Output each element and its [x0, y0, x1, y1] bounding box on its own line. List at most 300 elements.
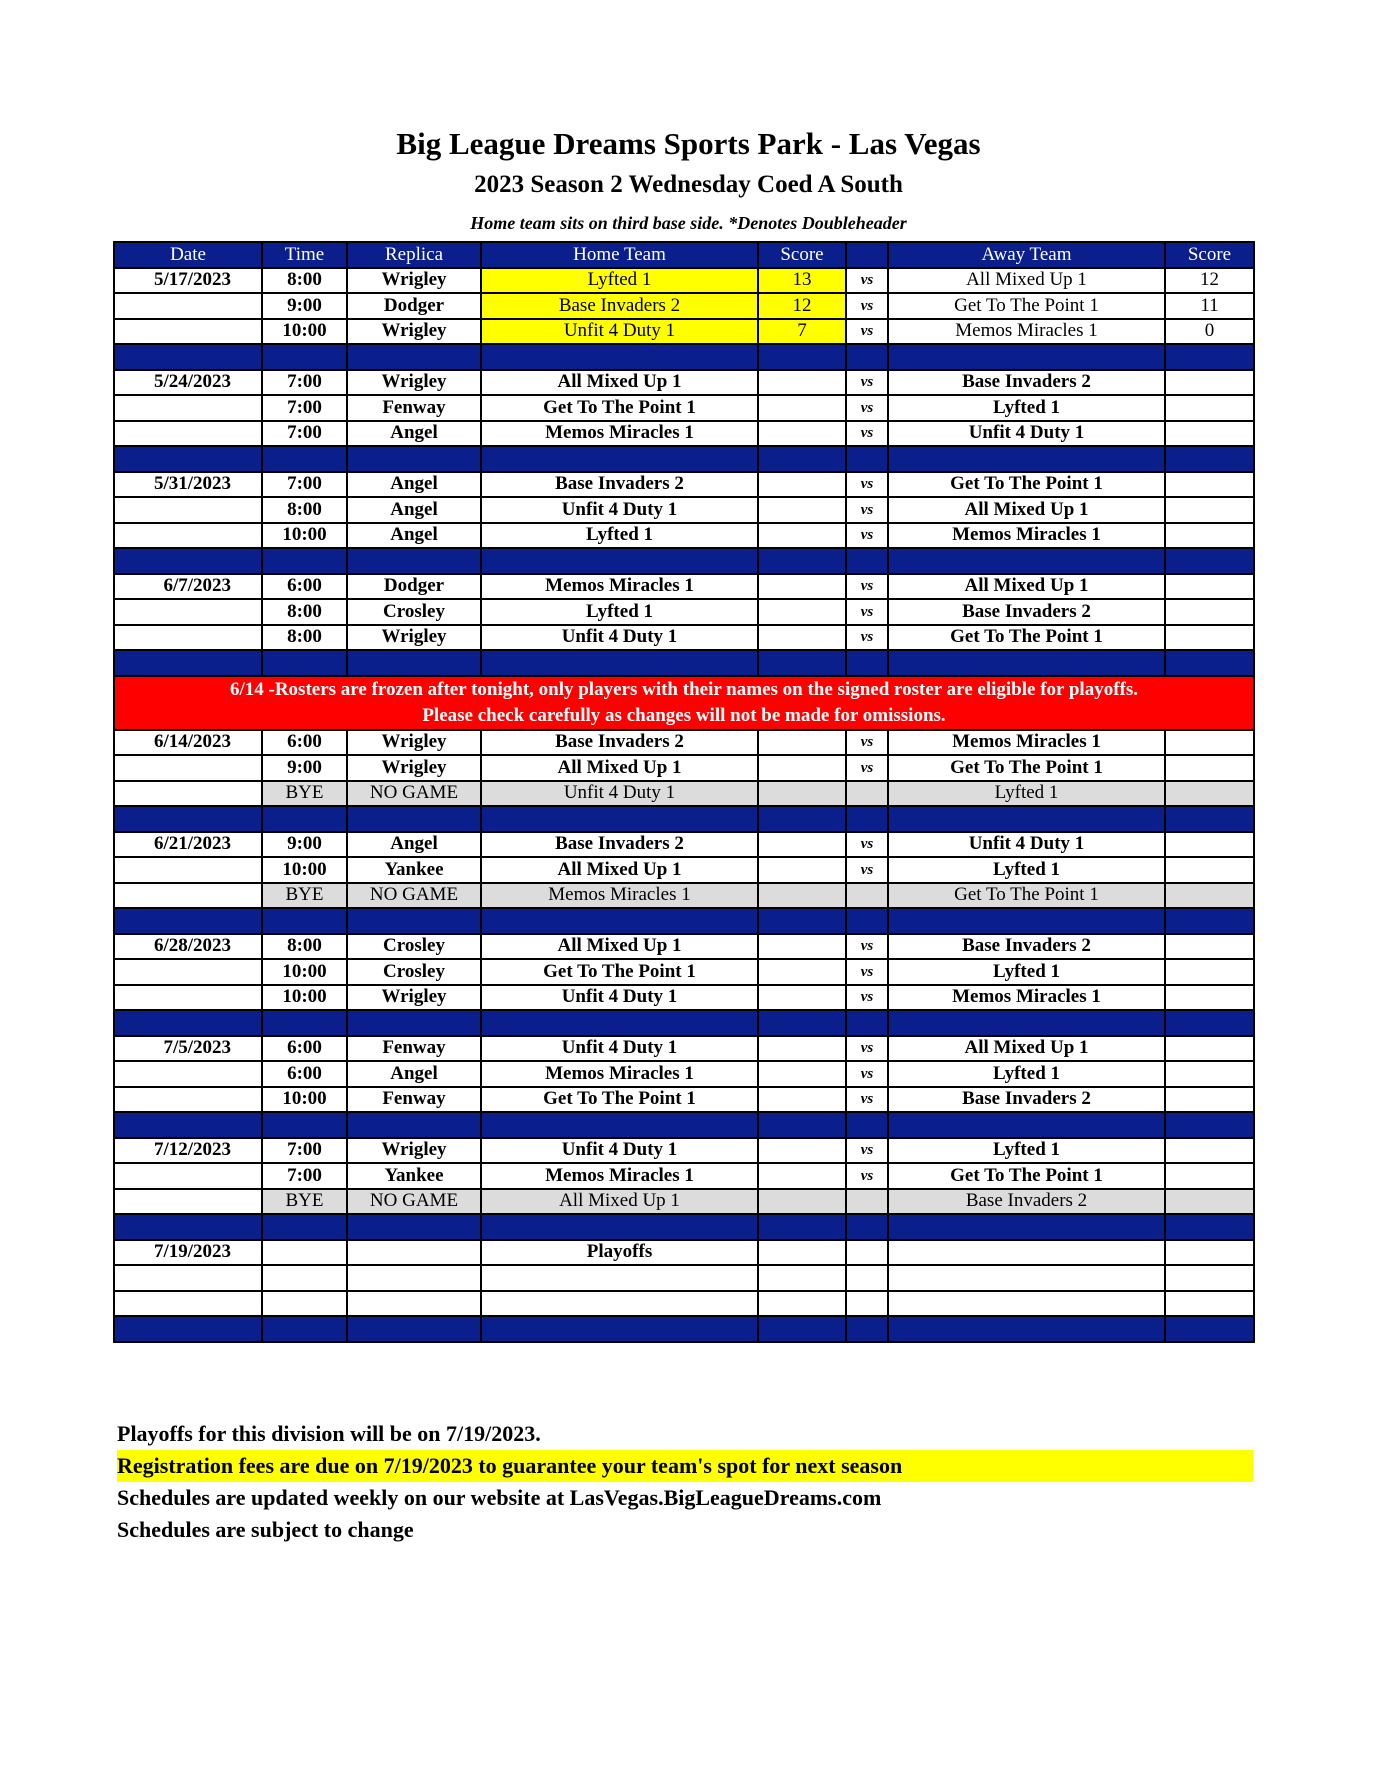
spacer-cell: [846, 1010, 888, 1036]
vs-cell: vs: [846, 985, 888, 1011]
spacer-row: [114, 1112, 1254, 1138]
bye-row: [114, 883, 1254, 909]
vs-cell: vs: [846, 421, 888, 447]
away-team-cell: Base Invaders 2: [888, 1087, 1165, 1113]
spacer-row: [114, 548, 1254, 574]
replica-cell: Dodger: [347, 293, 481, 319]
home-team-cell: Get To The Point 1: [481, 1087, 758, 1113]
date-cell: 5/31/2023: [114, 472, 262, 498]
away-score-cell: 11: [1165, 293, 1254, 319]
spacer-cell: [347, 548, 481, 574]
footer-notes: [117, 1418, 1253, 1546]
table-row: [114, 395, 1254, 421]
away-score-cell: [1165, 1163, 1254, 1189]
replica-cell: Angel: [347, 1061, 481, 1087]
home-score-cell: [758, 1087, 846, 1113]
replica-cell: Angel: [347, 472, 481, 498]
spacer-cell: [481, 908, 758, 934]
away-score-cell: [1165, 832, 1254, 858]
home-team-cell: Base Invaders 2: [481, 472, 758, 498]
away-score-cell: [1165, 599, 1254, 625]
table-row: [114, 1291, 1254, 1317]
column-header-replica: Replica: [347, 242, 481, 268]
away-score-cell: [1165, 1265, 1254, 1291]
away-team-cell: Lyfted 1: [888, 1138, 1165, 1164]
replica-cell: Crosley: [347, 599, 481, 625]
home-team-cell: All Mixed Up 1: [481, 1189, 758, 1215]
vs-cell: vs: [846, 1061, 888, 1087]
home-score-cell: [758, 1138, 846, 1164]
spacer-cell: [481, 806, 758, 832]
table-row: [114, 421, 1254, 447]
vs-cell: vs: [846, 730, 888, 756]
spacer-cell: [846, 1316, 888, 1342]
home-team-cell: Lyfted 1: [481, 268, 758, 294]
date-cell: [114, 857, 262, 883]
replica-cell: [347, 1265, 481, 1291]
bye-row: [114, 1189, 1254, 1215]
spacer-cell: [347, 806, 481, 832]
date-cell: [114, 883, 262, 909]
time-cell: 10:00: [262, 959, 347, 985]
vs-cell: [846, 883, 888, 909]
home-score-cell: [758, 730, 846, 756]
away-score-cell: [1165, 1138, 1254, 1164]
spacer-row: [114, 908, 1254, 934]
column-header-away-score: Score: [1165, 242, 1254, 268]
spacer-cell: [262, 1112, 347, 1138]
away-score-cell: [1165, 1240, 1254, 1266]
time-cell: 10:00: [262, 319, 347, 345]
vs-cell: vs: [846, 1163, 888, 1189]
change-note: Schedules are subject to change: [117, 1517, 414, 1542]
spacer-cell: [347, 446, 481, 472]
away-team-cell: Unfit 4 Duty 1: [888, 421, 1165, 447]
spacer-cell: [888, 446, 1165, 472]
away-score-cell: [1165, 883, 1254, 909]
table-row: [114, 857, 1254, 883]
spacer-cell: [114, 908, 262, 934]
home-team-cell: Get To The Point 1: [481, 959, 758, 985]
spacer-row: [114, 806, 1254, 832]
spacer-cell: [888, 1214, 1165, 1240]
replica-cell: Fenway: [347, 1087, 481, 1113]
home-score-cell: [758, 1265, 846, 1291]
table-row: [114, 268, 1254, 294]
spacer-cell: [262, 344, 347, 370]
home-score-cell: [758, 959, 846, 985]
table-row: [114, 523, 1254, 549]
away-team-cell: Memos Miracles 1: [888, 523, 1165, 549]
spacer-cell: [114, 650, 262, 676]
away-team-cell: Get To The Point 1: [888, 755, 1165, 781]
spacer-cell: [347, 344, 481, 370]
home-score-cell: [758, 370, 846, 396]
away-team-cell: Lyfted 1: [888, 781, 1165, 807]
table-row: [114, 472, 1254, 498]
date-cell: [114, 1087, 262, 1113]
home-score-cell: [758, 497, 846, 523]
away-team-cell: Get To The Point 1: [888, 293, 1165, 319]
roster-alert-line: Please check carefully as changes will not be made for omissions.: [422, 704, 946, 726]
spacer-cell: [114, 548, 262, 574]
spacer-cell: [1165, 1214, 1254, 1240]
date-cell: [114, 755, 262, 781]
spacer-cell: [262, 548, 347, 574]
page-subtitle: 2023 Season 2 Wednesday Coed A South: [474, 171, 903, 198]
spacer-cell: [481, 1316, 758, 1342]
away-score-cell: [1165, 523, 1254, 549]
table-header-row: [114, 242, 1254, 268]
time-cell: 6:00: [262, 574, 347, 600]
away-team-cell: Base Invaders 2: [888, 1189, 1165, 1215]
spacer-cell: [846, 650, 888, 676]
spacer-cell: [758, 344, 846, 370]
date-cell: [114, 1189, 262, 1215]
replica-cell: Wrigley: [347, 319, 481, 345]
replica-cell: Wrigley: [347, 730, 481, 756]
away-team-cell: [888, 1291, 1165, 1317]
away-score-cell: [1165, 857, 1254, 883]
time-cell: 7:00: [262, 370, 347, 396]
replica-cell: Crosley: [347, 959, 481, 985]
home-team-cell: Memos Miracles 1: [481, 1061, 758, 1087]
away-team-cell: All Mixed Up 1: [888, 497, 1165, 523]
home-team-cell: Unfit 4 Duty 1: [481, 1036, 758, 1062]
table-row: [114, 370, 1254, 396]
spacer-cell: [481, 446, 758, 472]
time-cell: 7:00: [262, 472, 347, 498]
spacer-cell: [758, 1010, 846, 1036]
away-team-cell: Lyfted 1: [888, 857, 1165, 883]
replica-cell: Fenway: [347, 1036, 481, 1062]
vs-cell: vs: [846, 599, 888, 625]
spacer-cell: [347, 1112, 481, 1138]
home-score-cell: 13: [758, 268, 846, 294]
replica-cell: Wrigley: [347, 625, 481, 651]
spacer-cell: [1165, 548, 1254, 574]
home-team-cell: Unfit 4 Duty 1: [481, 985, 758, 1011]
spacer-cell: [758, 908, 846, 934]
vs-cell: vs: [846, 293, 888, 319]
vs-cell: vs: [846, 625, 888, 651]
home-team-cell: All Mixed Up 1: [481, 857, 758, 883]
spacer-cell: [1165, 1112, 1254, 1138]
home-team-cell: Base Invaders 2: [481, 730, 758, 756]
home-score-cell: 12: [758, 293, 846, 319]
away-score-cell: [1165, 730, 1254, 756]
away-team-cell: Get To The Point 1: [888, 472, 1165, 498]
spacer-cell: [262, 1214, 347, 1240]
spacer-cell: [262, 650, 347, 676]
website-note: Schedules are updated weekly on our website at LasVegas.BigLeagueDreams.com: [117, 1485, 882, 1510]
replica-cell: Crosley: [347, 934, 481, 960]
spacer-cell: [1165, 344, 1254, 370]
away-team-cell: Unfit 4 Duty 1: [888, 832, 1165, 858]
spacer-cell: [114, 446, 262, 472]
time-cell: 7:00: [262, 395, 347, 421]
away-score-cell: 12: [1165, 268, 1254, 294]
spacer-cell: [347, 650, 481, 676]
date-cell: [114, 523, 262, 549]
home-score-cell: [758, 1189, 846, 1215]
vs-cell: vs: [846, 832, 888, 858]
home-score-cell: [758, 1163, 846, 1189]
away-team-cell: All Mixed Up 1: [888, 268, 1165, 294]
date-cell: [114, 1163, 262, 1189]
spacer-cell: [888, 908, 1165, 934]
away-team-cell: Lyfted 1: [888, 1061, 1165, 1087]
schedule-body: [114, 268, 1254, 1342]
roster-alert-line: 6/14 -Rosters are frozen after tonight, only players with their names on the signed roster are eligible for playoffs.: [229, 678, 1139, 700]
table-row: [114, 730, 1254, 756]
date-cell: [114, 781, 262, 807]
spacer-row: [114, 344, 1254, 370]
time-cell: BYE: [262, 781, 347, 807]
away-team-cell: Lyfted 1: [888, 959, 1165, 985]
replica-cell: Yankee: [347, 857, 481, 883]
date-cell: [114, 1061, 262, 1087]
home-team-cell: [481, 1291, 758, 1317]
date-cell: [114, 599, 262, 625]
replica-cell: Angel: [347, 497, 481, 523]
away-score-cell: [1165, 574, 1254, 600]
time-cell: 9:00: [262, 293, 347, 319]
replica-cell: [347, 1240, 481, 1266]
bye-row: [114, 781, 1254, 807]
away-team-cell: Base Invaders 2: [888, 934, 1165, 960]
spacer-cell: [846, 1112, 888, 1138]
date-cell: [114, 625, 262, 651]
date-cell: 5/24/2023: [114, 370, 262, 396]
away-score-cell: [1165, 934, 1254, 960]
vs-cell: vs: [846, 1138, 888, 1164]
roster-alert: [114, 676, 1254, 730]
home-score-cell: [758, 421, 846, 447]
table-row: [114, 755, 1254, 781]
home-team-cell: Unfit 4 Duty 1: [481, 781, 758, 807]
spacer-cell: [1165, 908, 1254, 934]
time-cell: 8:00: [262, 497, 347, 523]
spacer-row: [114, 650, 1254, 676]
spacer-row: [114, 1010, 1254, 1036]
table-row: [114, 574, 1254, 600]
spacer-cell: [114, 1316, 262, 1342]
home-score-cell: [758, 755, 846, 781]
time-cell: 10:00: [262, 857, 347, 883]
home-score-cell: 7: [758, 319, 846, 345]
home-team-cell: Unfit 4 Duty 1: [481, 319, 758, 345]
home-team-cell: Memos Miracles 1: [481, 1163, 758, 1189]
date-cell: [114, 421, 262, 447]
home-score-cell: [758, 934, 846, 960]
schedule-table: [113, 241, 1255, 1343]
spacer-cell: [262, 1010, 347, 1036]
home-team-cell: Lyfted 1: [481, 599, 758, 625]
date-cell: 5/17/2023: [114, 268, 262, 294]
spacer-cell: [481, 1010, 758, 1036]
spacer-cell: [846, 446, 888, 472]
table-row: [114, 1061, 1254, 1087]
table-row: [114, 1138, 1254, 1164]
time-cell: 8:00: [262, 268, 347, 294]
table-row: [114, 599, 1254, 625]
away-score-cell: [1165, 1036, 1254, 1062]
vs-cell: vs: [846, 497, 888, 523]
time-cell: [262, 1240, 347, 1266]
away-team-cell: [888, 1265, 1165, 1291]
spacer-cell: [888, 650, 1165, 676]
spacer-cell: [481, 344, 758, 370]
spacer-cell: [262, 908, 347, 934]
spacer-row: [114, 1316, 1254, 1342]
spacer-cell: [1165, 446, 1254, 472]
away-score-cell: [1165, 421, 1254, 447]
spacer-cell: [1165, 650, 1254, 676]
spacer-cell: [114, 1214, 262, 1240]
table-row: [114, 959, 1254, 985]
away-score-cell: [1165, 1087, 1254, 1113]
away-team-cell: Memos Miracles 1: [888, 730, 1165, 756]
table-row: [114, 497, 1254, 523]
home-score-cell: [758, 523, 846, 549]
home-score-cell: [758, 1291, 846, 1317]
vs-cell: vs: [846, 395, 888, 421]
time-cell: 6:00: [262, 1036, 347, 1062]
home-team-cell: All Mixed Up 1: [481, 934, 758, 960]
spacer-cell: [888, 548, 1165, 574]
spacer-cell: [114, 806, 262, 832]
spacer-cell: [888, 1316, 1165, 1342]
table-row: [114, 985, 1254, 1011]
date-cell: 6/28/2023: [114, 934, 262, 960]
home-score-cell: [758, 395, 846, 421]
replica-cell: Dodger: [347, 574, 481, 600]
replica-cell: Fenway: [347, 395, 481, 421]
spacer-cell: [846, 1214, 888, 1240]
vs-cell: [846, 1265, 888, 1291]
date-cell: 7/12/2023: [114, 1138, 262, 1164]
away-team-cell: All Mixed Up 1: [888, 1036, 1165, 1062]
away-team-cell: All Mixed Up 1: [888, 574, 1165, 600]
date-cell: [114, 1265, 262, 1291]
away-score-cell: 0: [1165, 319, 1254, 345]
spacer-cell: [758, 1112, 846, 1138]
spacer-cell: [114, 1010, 262, 1036]
table-row: [114, 832, 1254, 858]
replica-cell: Wrigley: [347, 755, 481, 781]
home-team-cell: All Mixed Up 1: [481, 755, 758, 781]
date-cell: 6/14/2023: [114, 730, 262, 756]
playoffs-note: Playoffs for this division will be on 7/19/2023.: [117, 1421, 541, 1446]
spacer-cell: [888, 1010, 1165, 1036]
table-row: [114, 1240, 1254, 1266]
spacer-cell: [846, 908, 888, 934]
time-cell: 8:00: [262, 625, 347, 651]
table-row: [114, 934, 1254, 960]
vs-cell: [846, 1240, 888, 1266]
date-cell: 7/19/2023: [114, 1240, 262, 1266]
spacer-cell: [481, 1214, 758, 1240]
replica-cell: Angel: [347, 832, 481, 858]
home-score-cell: [758, 625, 846, 651]
spacer-cell: [758, 1316, 846, 1342]
spacer-cell: [347, 1214, 481, 1240]
away-score-cell: [1165, 497, 1254, 523]
vs-cell: vs: [846, 574, 888, 600]
home-score-cell: [758, 985, 846, 1011]
vs-cell: vs: [846, 268, 888, 294]
away-score-cell: [1165, 959, 1254, 985]
home-score-cell: [758, 883, 846, 909]
home-team-cell: [481, 1265, 758, 1291]
spacer-cell: [1165, 1316, 1254, 1342]
vs-cell: [846, 1189, 888, 1215]
time-cell: 6:00: [262, 1061, 347, 1087]
time-cell: 10:00: [262, 1087, 347, 1113]
spacer-cell: [262, 446, 347, 472]
table-row: [114, 1265, 1254, 1291]
spacer-cell: [888, 344, 1165, 370]
away-team-cell: Get To The Point 1: [888, 1163, 1165, 1189]
spacer-cell: [846, 344, 888, 370]
vs-cell: vs: [846, 472, 888, 498]
time-cell: 6:00: [262, 730, 347, 756]
spacer-row: [114, 1214, 1254, 1240]
vs-cell: vs: [846, 1087, 888, 1113]
spacer-cell: [262, 806, 347, 832]
spacer-cell: [846, 548, 888, 574]
date-cell: [114, 319, 262, 345]
away-team-cell: Get To The Point 1: [888, 625, 1165, 651]
time-cell: 9:00: [262, 832, 347, 858]
date-cell: [114, 985, 262, 1011]
time-cell: 7:00: [262, 421, 347, 447]
time-cell: 7:00: [262, 1163, 347, 1189]
time-cell: BYE: [262, 1189, 347, 1215]
spacer-cell: [758, 446, 846, 472]
spacer-cell: [262, 1316, 347, 1342]
spacer-cell: [758, 548, 846, 574]
date-cell: [114, 1291, 262, 1317]
replica-cell: NO GAME: [347, 883, 481, 909]
home-score-cell: [758, 781, 846, 807]
home-team-cell: Playoffs: [481, 1240, 758, 1266]
date-cell: 6/21/2023: [114, 832, 262, 858]
column-header-home-score: Score: [758, 242, 846, 268]
table-row: [114, 1087, 1254, 1113]
home-score-cell: [758, 472, 846, 498]
home-score-cell: [758, 1240, 846, 1266]
vs-cell: vs: [846, 523, 888, 549]
home-team-cell: Unfit 4 Duty 1: [481, 497, 758, 523]
home-team-cell: Get To The Point 1: [481, 395, 758, 421]
away-score-cell: [1165, 625, 1254, 651]
vs-cell: vs: [846, 857, 888, 883]
table-row: [114, 293, 1254, 319]
away-score-cell: [1165, 1061, 1254, 1087]
date-cell: 6/7/2023: [114, 574, 262, 600]
column-header-time: Time: [262, 242, 347, 268]
replica-cell: Angel: [347, 421, 481, 447]
table-row: [114, 625, 1254, 651]
time-cell: 10:00: [262, 985, 347, 1011]
spacer-cell: [114, 1112, 262, 1138]
home-team-note: Home team sits on third base side. *Denotes Doubleheader: [470, 213, 907, 233]
away-team-cell: Base Invaders 2: [888, 599, 1165, 625]
table-row: [114, 1036, 1254, 1062]
spacer-cell: [481, 650, 758, 676]
